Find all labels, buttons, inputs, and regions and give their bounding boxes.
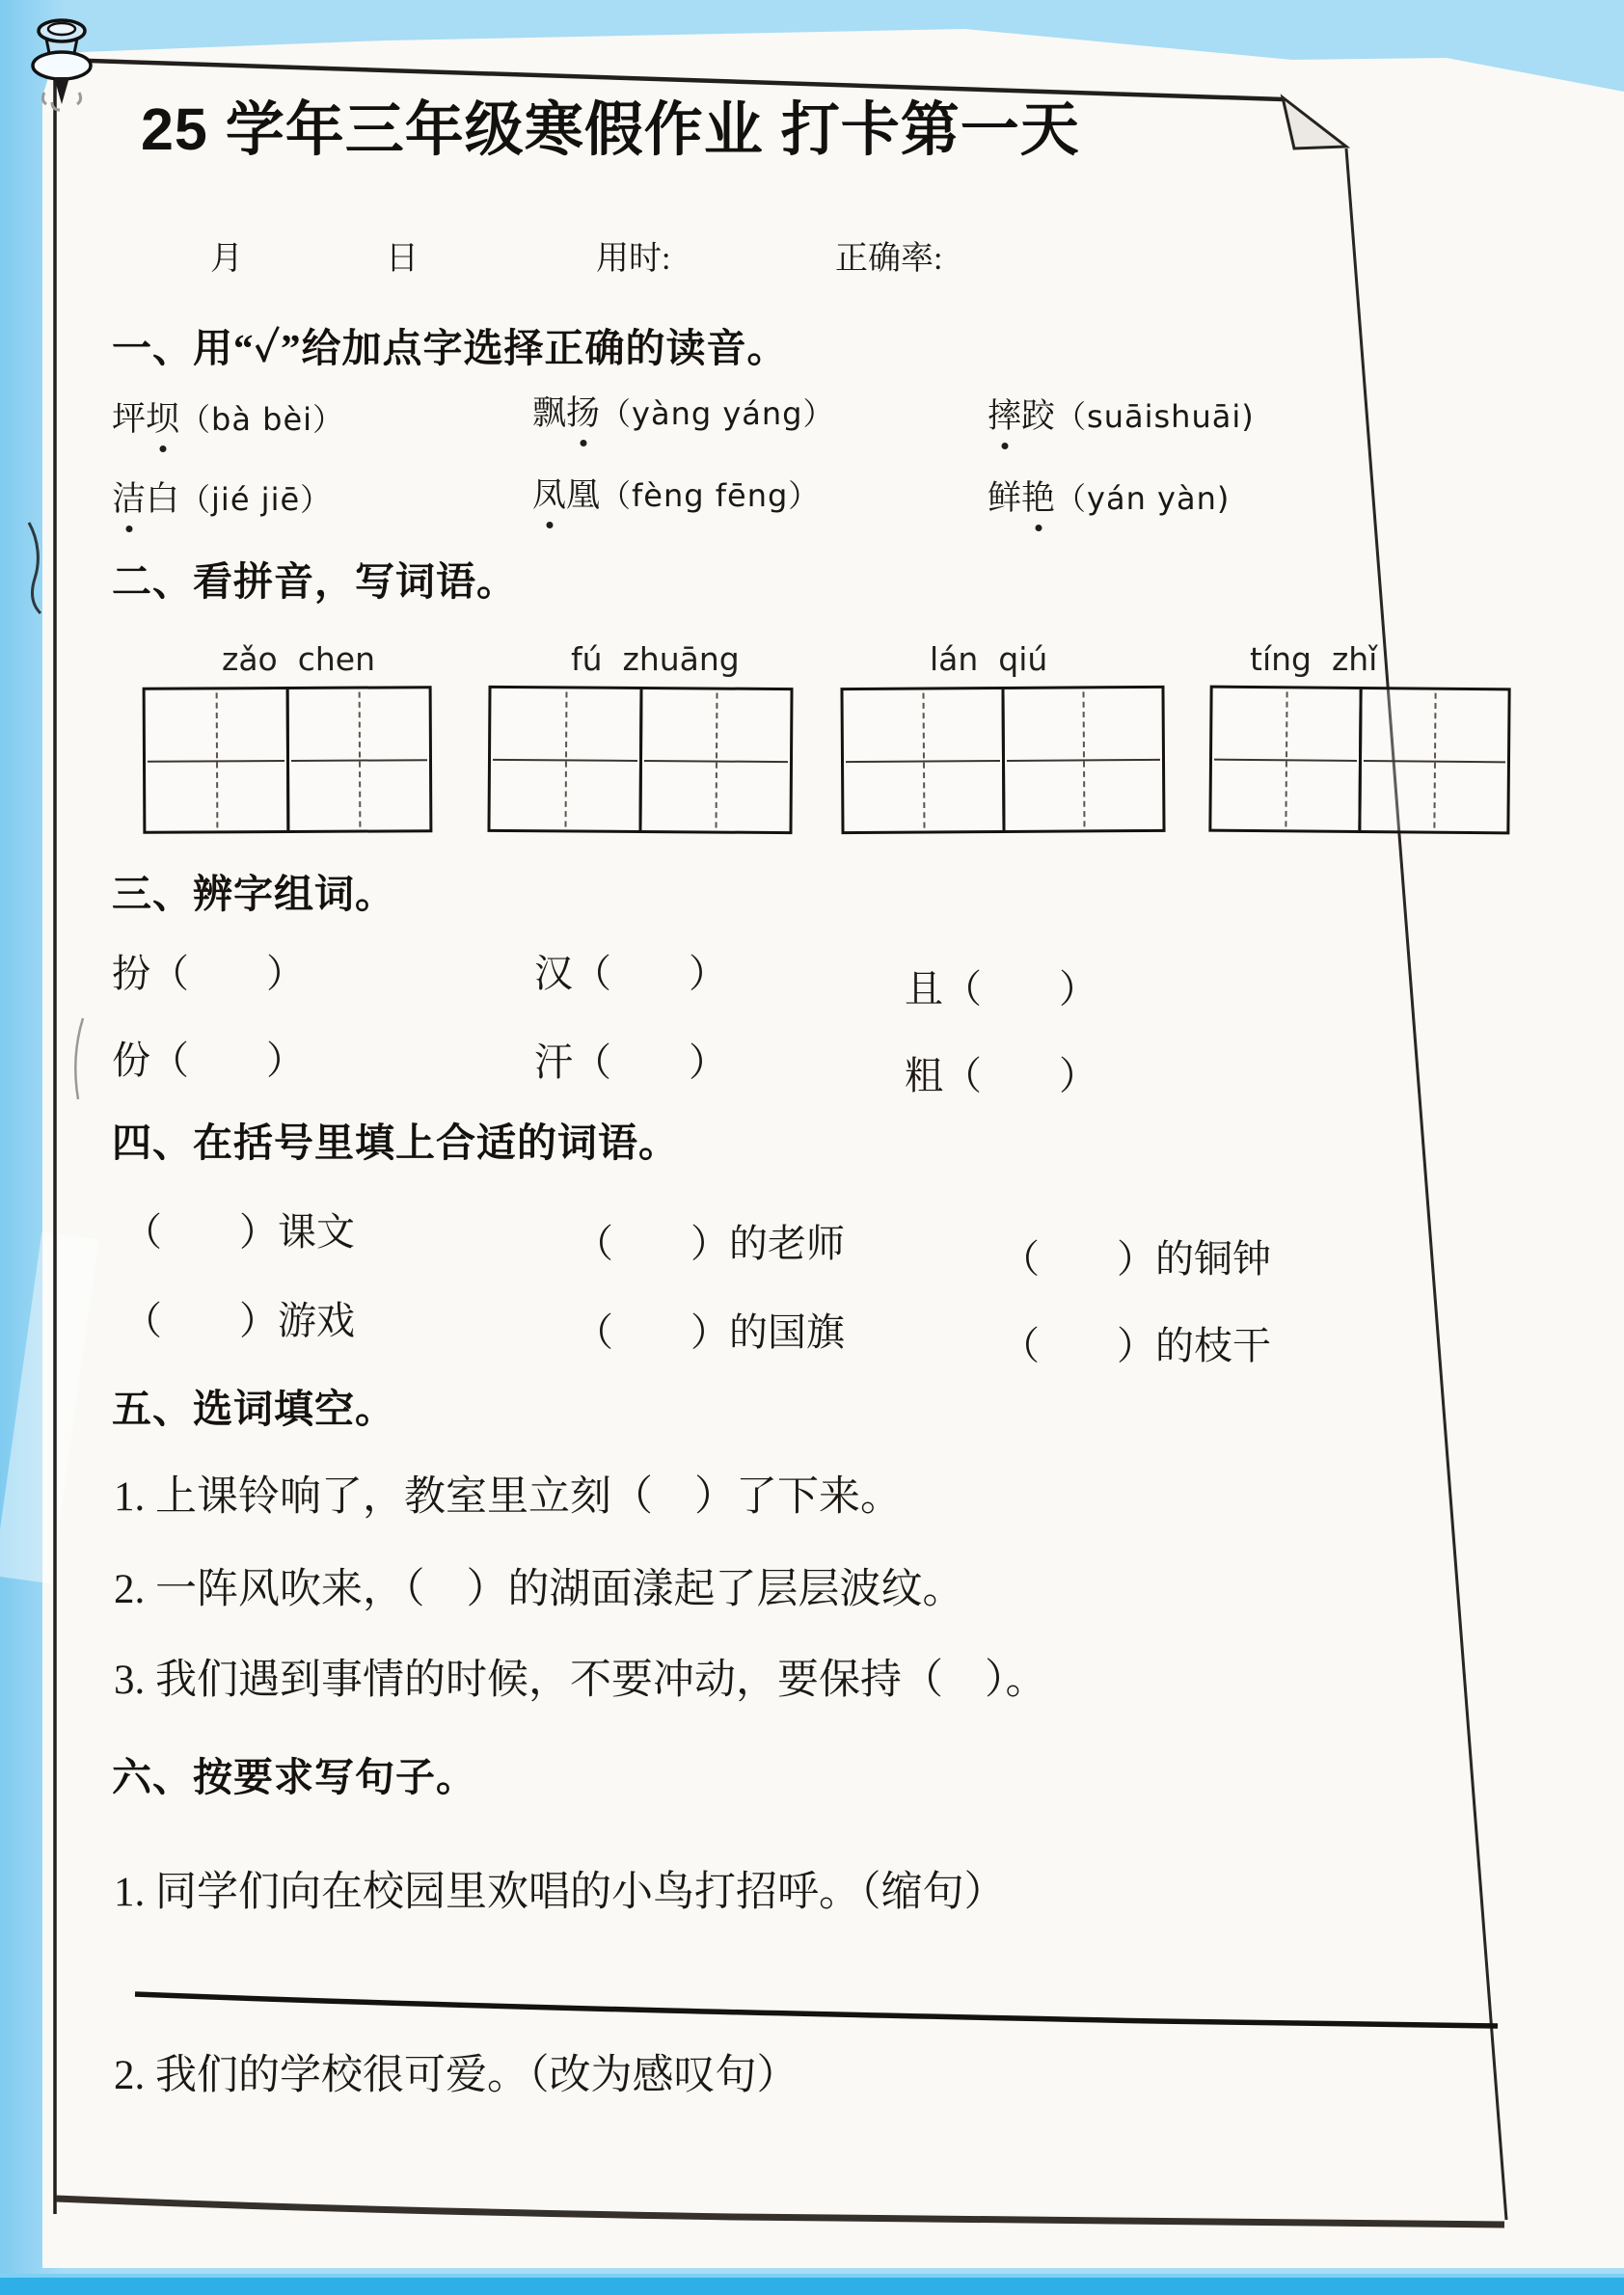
- character: 凰: [566, 476, 601, 514]
- pinyin-label: lán qiú: [930, 640, 1048, 678]
- character: 鲜: [988, 479, 1022, 517]
- char-blank-pair: 份（ ）: [112, 1039, 305, 1082]
- word-choice-item: [988, 390, 1255, 438]
- day-label: 日: [386, 241, 419, 277]
- section-one-heading: 一、用“✓”给加点字选择正确的读音。: [112, 326, 788, 370]
- fill-blank-sentence: 1. 上课铃响了，教室里立刻（ ）了下来。: [114, 1474, 902, 1520]
- writing-cell: [1208, 686, 1362, 833]
- rewrite-sentence: 2. 我们的学校很可爱。（改为感叹句）: [114, 2053, 798, 2098]
- writing-cell: [840, 687, 1005, 834]
- char-blank-pair: 且（ ）: [905, 967, 1097, 1011]
- word-choice-item: [532, 387, 835, 435]
- pinyin-grid-group: [143, 686, 433, 834]
- word-choice-item: [112, 472, 332, 521]
- character: 坪: [112, 400, 147, 438]
- time-used-label: 用时:: [596, 241, 671, 277]
- dotted-character: 洁: [112, 472, 146, 521]
- char-blank-pair: 汗（ ）: [534, 1040, 727, 1084]
- dotted-character: 凤: [532, 469, 566, 517]
- writing-cell: [487, 686, 642, 833]
- fill-blank-phrase: （ ）的枝干: [1001, 1324, 1271, 1367]
- pinyin-options: （fèng fēng）: [600, 477, 821, 514]
- rewrite-sentence: 1. 同学们向在校园里欢唱的小鸟打招呼。（缩句）: [114, 1870, 1006, 1915]
- pinyin-label: zǎo chen: [222, 640, 375, 678]
- dotted-character: 摔: [988, 390, 1021, 438]
- pinyin-options: （bà bèi）: [179, 401, 345, 438]
- pinyin-grid-group: [487, 686, 793, 834]
- section-three-heading: 三、辨字组词。: [112, 872, 395, 916]
- pinyin-options: （yàng yáng）: [600, 395, 835, 432]
- fill-blank-phrase: （ ）课文: [123, 1210, 355, 1254]
- char-blank-pair: 粗（ ）: [905, 1054, 1097, 1097]
- char-blank-pair: 汉（ ）: [534, 952, 727, 995]
- writing-cell: [143, 687, 289, 834]
- writing-cell: [285, 686, 432, 833]
- word-choice-item: [988, 472, 1230, 520]
- pinyin-label: tíng zhǐ: [1250, 640, 1378, 678]
- character: 白: [146, 480, 180, 518]
- month-label: 月: [210, 241, 243, 277]
- pinyin-label: fú zhuāng: [571, 640, 740, 678]
- table-edge-strip: [0, 2274, 1624, 2295]
- writing-cell: [1001, 686, 1166, 833]
- pinyin-options: （jié jiē）: [179, 481, 333, 518]
- dotted-character: 坝: [146, 392, 179, 441]
- word-choice-item: [532, 469, 820, 517]
- pinyin-grid-group: [1208, 686, 1510, 835]
- fill-blank-phrase: （ ）游戏: [123, 1299, 355, 1342]
- fill-blank-phrase: （ ）的铜钟: [1001, 1237, 1271, 1281]
- fill-blank-phrase: （ ）的国旗: [575, 1310, 845, 1354]
- char-blank-pair: 扮（ ）: [112, 952, 305, 995]
- section-four-heading: 四、在括号里填上合适的词语。: [112, 1120, 679, 1165]
- dotted-character: 扬: [566, 387, 600, 435]
- section-two-heading: 二、看拼音，写词语。: [112, 559, 517, 604]
- pinyin-options: （yán yàn): [1055, 480, 1231, 517]
- word-choice-item: [112, 392, 344, 441]
- pinyin-grid-group: [840, 686, 1165, 834]
- writing-cell: [638, 687, 794, 834]
- fill-blank-phrase: （ ）的老师: [575, 1222, 845, 1265]
- character: 飘: [532, 394, 567, 432]
- pinyin-options: （suāishuāi): [1055, 398, 1255, 435]
- accuracy-label: 正确率:: [835, 241, 943, 277]
- section-five-heading: 五、选词填空。: [112, 1387, 395, 1431]
- meta-row: [143, 231, 1204, 282]
- fill-blank-sentence: 3. 我们遇到事情的时候，不要冲动，要保持（ ）。: [114, 1658, 1047, 1703]
- worksheet-title: 25 学年三年级寒假作业 打卡第一天: [141, 96, 1080, 162]
- dotted-character: 艳: [1021, 472, 1055, 520]
- fill-blank-sentence: 2. 一阵风吹来，（ ）的湖面漾起了层层波纹。: [114, 1567, 964, 1612]
- character: 跤: [1021, 397, 1056, 435]
- writing-cell: [1358, 687, 1511, 834]
- section-six-heading: 六、按要求写句子。: [112, 1755, 476, 1799]
